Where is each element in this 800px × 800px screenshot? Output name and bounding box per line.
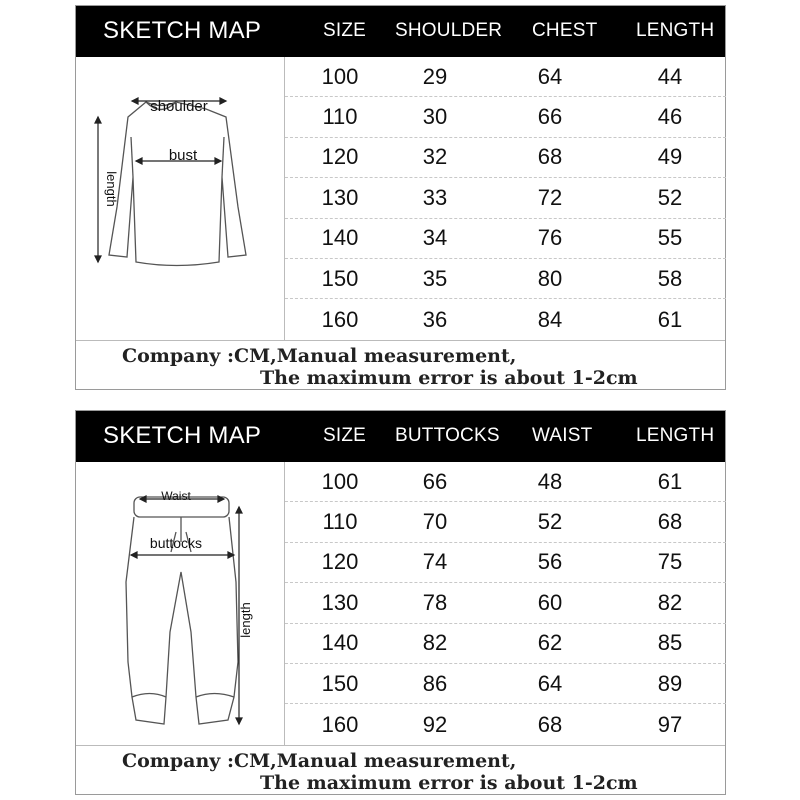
- long-sleeve-shirt-icon: [76, 57, 285, 340]
- cell-size: 100: [321, 63, 359, 89]
- cell-chest: 84: [537, 306, 563, 332]
- cell-shoulder: 32: [422, 144, 448, 170]
- cell-waist: 56: [537, 549, 563, 575]
- table-row: [285, 704, 726, 744]
- cell-buttocks: 66: [422, 468, 448, 494]
- cell-chest: 68: [537, 144, 563, 170]
- shoulder-label: shoulder: [150, 98, 208, 115]
- cell-buttocks: 82: [422, 630, 448, 656]
- cell-length: 85: [657, 630, 683, 656]
- col-buttocks-header: BUTTOCKS: [395, 425, 500, 446]
- cell-size: 100: [321, 468, 359, 494]
- buttocks-label: buttocks: [149, 535, 203, 551]
- note-line-1: Company :CM,Manual measurement,: [122, 345, 517, 367]
- table-row: [285, 299, 726, 339]
- table-row: [285, 259, 726, 299]
- table-row: [285, 219, 726, 259]
- cell-length: 82: [657, 589, 683, 615]
- cell-shoulder: 29: [422, 63, 448, 89]
- bust-label: bust: [168, 147, 198, 164]
- cell-length: 89: [657, 670, 683, 696]
- note-line-2: The maximum error is about 1-2cm: [260, 772, 638, 794]
- col-length-header: LENGTH: [636, 425, 715, 446]
- cell-shoulder: 34: [422, 225, 448, 251]
- cell-size: 130: [321, 589, 359, 615]
- pants-size-chart: [75, 410, 726, 795]
- cell-shoulder: 36: [422, 306, 448, 332]
- cell-waist: 68: [537, 711, 563, 737]
- pants-sketch: [76, 462, 285, 745]
- measurement-note: [76, 340, 725, 391]
- cell-waist: 64: [537, 670, 563, 696]
- cell-buttocks: 78: [422, 589, 448, 615]
- length-label: length: [238, 602, 253, 638]
- cell-length: 61: [657, 306, 683, 332]
- cell-length: 49: [657, 144, 683, 170]
- cell-size: 150: [321, 670, 359, 696]
- cell-waist: 52: [537, 509, 563, 535]
- table-row: [285, 583, 726, 623]
- cell-size: 130: [321, 184, 359, 210]
- col-size-header: SIZE: [323, 20, 367, 41]
- cell-length: 75: [657, 549, 683, 575]
- table-row: [285, 97, 726, 137]
- sketch-map-title: SKETCH MAP: [103, 17, 262, 44]
- cell-size: 120: [321, 549, 359, 575]
- note-line-2: The maximum error is about 1-2cm: [260, 367, 638, 389]
- measurement-note: [76, 745, 725, 796]
- pants-icon: [76, 462, 285, 745]
- cell-size: 140: [321, 225, 359, 251]
- cell-shoulder: 33: [422, 184, 448, 210]
- cell-size: 160: [321, 306, 359, 332]
- cell-waist: 60: [537, 589, 563, 615]
- cell-chest: 76: [537, 225, 563, 251]
- cell-waist: 62: [537, 630, 563, 656]
- cell-chest: 72: [537, 184, 563, 210]
- shirt-size-chart: [75, 5, 726, 390]
- table-header: [76, 6, 725, 57]
- table-row: [285, 624, 726, 664]
- cell-buttocks: 74: [422, 549, 448, 575]
- cell-chest: 64: [537, 63, 563, 89]
- size-rows: [285, 462, 726, 745]
- cell-length: 52: [657, 184, 683, 210]
- cell-chest: 80: [537, 265, 563, 291]
- cell-size: 110: [322, 104, 358, 130]
- waist-label: Waist: [161, 489, 191, 503]
- cell-length: 68: [657, 509, 683, 535]
- cell-buttocks: 86: [422, 670, 448, 696]
- cell-length: 58: [657, 265, 683, 291]
- length-label: length: [104, 171, 119, 207]
- table-row: [285, 138, 726, 178]
- cell-chest: 66: [537, 104, 563, 130]
- cell-length: 55: [657, 225, 683, 251]
- cell-buttocks: 70: [422, 509, 448, 535]
- cell-shoulder: 35: [422, 265, 448, 291]
- cell-length: 61: [657, 468, 683, 494]
- col-length-header: LENGTH: [636, 20, 715, 41]
- cell-waist: 48: [537, 468, 563, 494]
- table-header: [76, 411, 725, 462]
- cell-length: 46: [657, 104, 683, 130]
- cell-shoulder: 30: [422, 104, 448, 130]
- note-line-1: Company :CM,Manual measurement,: [122, 750, 517, 772]
- cell-size: 160: [321, 711, 359, 737]
- col-chest-header: CHEST: [532, 20, 598, 41]
- col-shoulder-header: SHOULDER: [395, 20, 503, 41]
- cell-buttocks: 92: [422, 711, 448, 737]
- cell-size: 120: [321, 144, 359, 170]
- cell-size: 110: [322, 509, 358, 535]
- table-row: [285, 502, 726, 542]
- cell-size: 150: [321, 265, 359, 291]
- table-row: [285, 57, 726, 97]
- cell-length: 44: [657, 63, 683, 89]
- cell-size: 140: [321, 630, 359, 656]
- table-row: [285, 462, 726, 502]
- table-row: [285, 543, 726, 583]
- shirt-sketch: [76, 57, 285, 340]
- col-waist-header: WAIST: [532, 425, 593, 446]
- table-row: [285, 178, 726, 218]
- col-size-header: SIZE: [323, 425, 367, 446]
- table-row: [285, 664, 726, 704]
- sketch-map-title: SKETCH MAP: [103, 422, 262, 449]
- cell-length: 97: [657, 711, 683, 737]
- size-rows: [285, 57, 726, 340]
